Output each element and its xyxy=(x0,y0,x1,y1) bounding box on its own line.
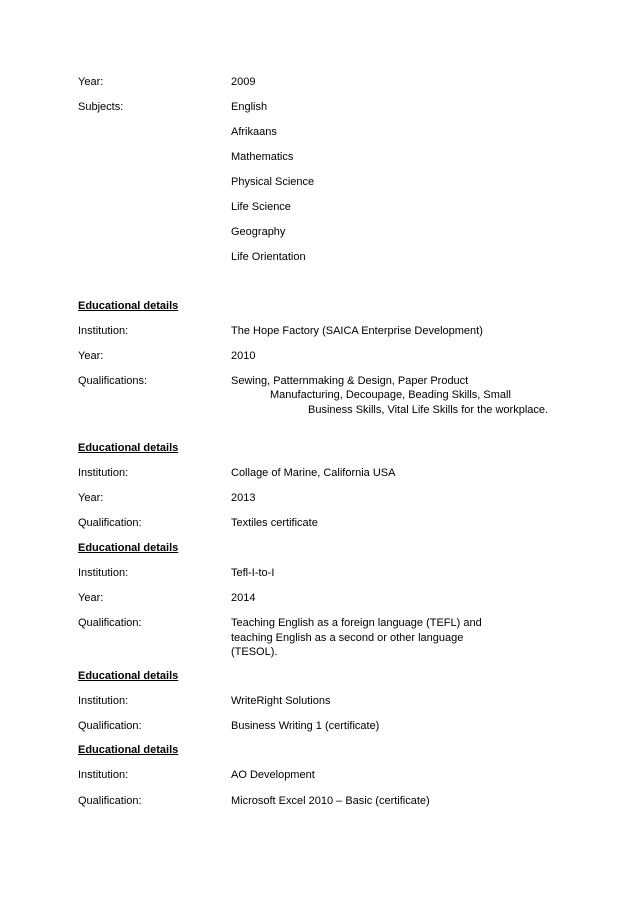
institution-value: Tefl-I-to-I xyxy=(231,567,275,579)
year-value: 2013 xyxy=(231,492,256,504)
section-heading: Educational details xyxy=(78,542,179,554)
subject-item: Mathematics xyxy=(231,151,294,163)
section-heading: Educational details xyxy=(78,744,179,756)
qualification-label: Qualification: xyxy=(78,720,142,732)
year-label: Year: xyxy=(78,76,104,88)
year-value: 2010 xyxy=(231,350,256,362)
subject-item: Life Orientation xyxy=(231,251,306,263)
institution-label: Institution: xyxy=(78,567,129,579)
section-heading: Educational details xyxy=(78,442,179,454)
qualifications-label: Qualifications: xyxy=(78,375,148,387)
institution-value: AO Development xyxy=(231,769,315,781)
institution-label: Institution: xyxy=(78,769,129,781)
subject-item: English xyxy=(231,101,268,113)
subject-item: Geography xyxy=(231,226,286,238)
year-label: Year: xyxy=(78,492,104,504)
subjects-label: Subjects: xyxy=(78,101,124,113)
institution-value: Collage of Marine, California USA xyxy=(231,467,396,479)
subject-item: Physical Science xyxy=(231,176,315,188)
qualification-line: Teaching English as a foreign language (TEFL) and xyxy=(231,617,482,629)
qualification-line: (TESOL). xyxy=(231,646,278,658)
institution-label: Institution: xyxy=(78,325,129,337)
qualification-line: teaching English as a second or other language xyxy=(231,632,464,644)
qualification-label: Qualification: xyxy=(78,795,142,807)
qualifications-line: Sewing, Patternmaking & Design, Paper Product xyxy=(231,375,469,387)
year-value: 2014 xyxy=(231,592,256,604)
qualifications-line: Manufacturing, Decoupage, Beading Skills, Small xyxy=(270,389,511,401)
section-heading: Educational details xyxy=(78,670,179,682)
institution-value: The Hope Factory (SAICA Enterprise Development) xyxy=(231,325,483,337)
qualification-label: Qualification: xyxy=(78,517,142,529)
section-heading: Educational details xyxy=(78,300,179,312)
qualification-value: Business Writing 1 (certificate) xyxy=(231,720,380,732)
qualification-value: Microsoft Excel 2010 – Basic (certificate) xyxy=(231,795,430,807)
subject-item: Afrikaans xyxy=(231,126,277,138)
institution-label: Institution: xyxy=(78,467,129,479)
qualification-label: Qualification: xyxy=(78,617,142,629)
year-label: Year: xyxy=(78,350,104,362)
year-label: Year: xyxy=(78,592,104,604)
institution-label: Institution: xyxy=(78,695,129,707)
year-value: 2009 xyxy=(231,76,256,88)
qualifications-line: Business Skills, Vital Life Skills for the workplace. xyxy=(308,404,549,416)
subject-item: Life Science xyxy=(231,201,291,213)
institution-value: WriteRight Solutions xyxy=(231,695,331,707)
qualification-value: Textiles certificate xyxy=(231,517,318,529)
